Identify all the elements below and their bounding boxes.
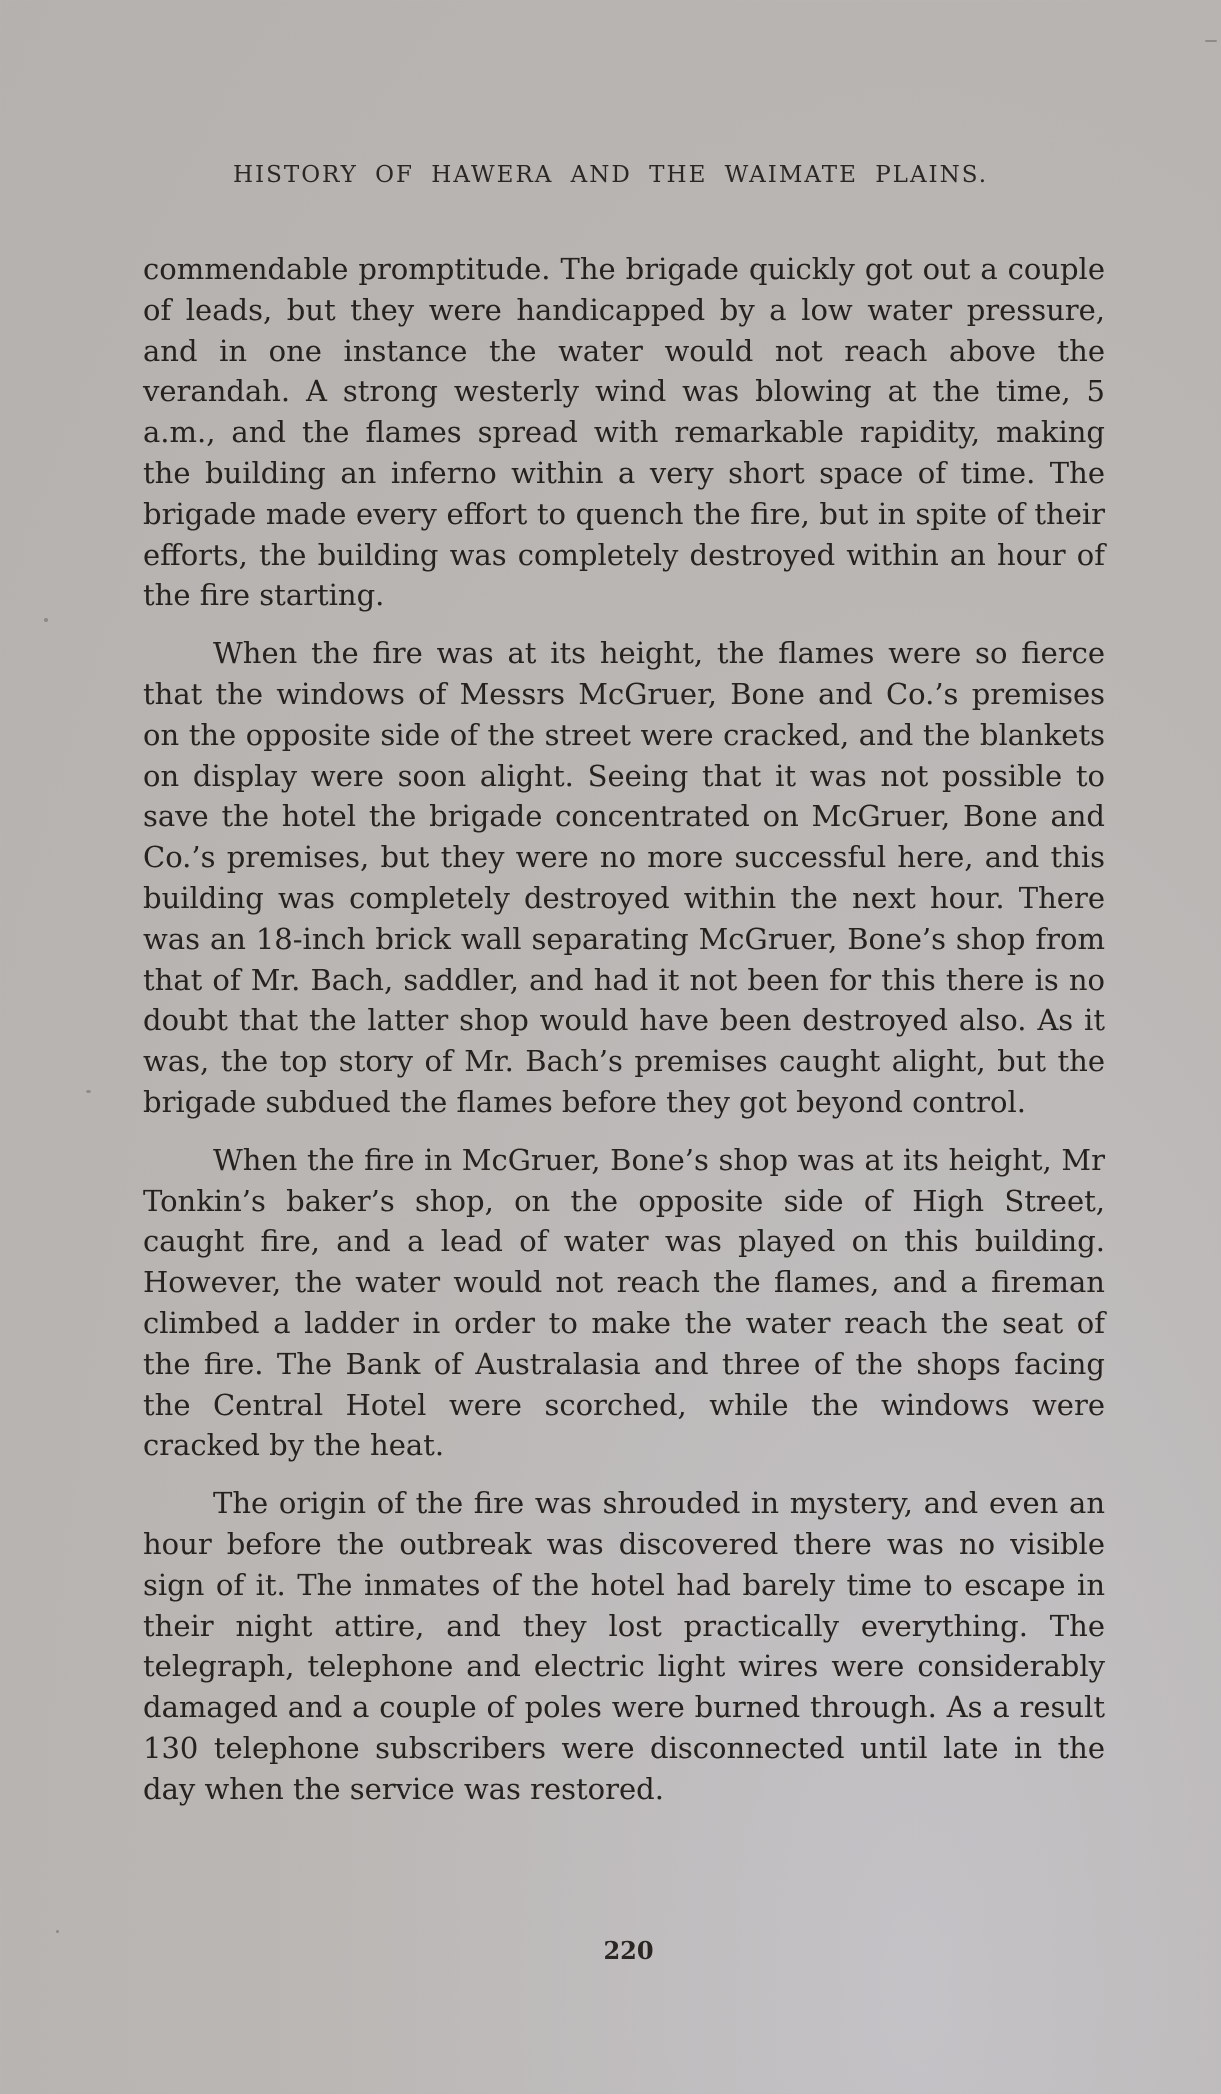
paragraph-1: commendable promptitude. The brigade quickly got out a couple of leads, but they were handicapped by a low water pressure, and in one instance the water would not reach above the verandah. A strong westerly wind was blowing at the time, 5 a.m., and the flames spread with remarkable rapidity, making the building an inferno within a very short space of time. The brigade made every effort to quench the fire, but in spite of their efforts, the building was completely destroyed within an hour of the fire starting.	[143, 252, 1105, 613]
paper-speck	[56, 1930, 59, 1933]
paper-speck	[1205, 40, 1217, 42]
paragraph-3: When the fire in McGruer, Bone’s shop was at its height, Mr Tonkin’s baker’s shop, on the opposite side of High Street, caught fire, and a lead of water was played on this building. However, the water would not reach the flames, and a fireman climbed a ladder in order to make the water reach the seat of the fire. The Bank of Australasia and three of the shops facing the Central Hotel were scorched, while the windows were cracked by the heat.	[143, 1142, 1105, 1463]
paper-speck	[44, 618, 48, 622]
running-head: HISTORY OF HAWERA AND THE WAIMATE PLAINS.	[232, 162, 989, 188]
page-number: 220	[603, 1936, 654, 1965]
paragraph-4: The origin of the fire was shrouded in mystery, and even an hour before the outbreak was discovered there was no visible sign of it. The inmates of the hotel had barely time to escape in their night attire, and they lost practically everything. The telegraph, telephone and electric light wires were considerably damaged and a couple of poles were burned through. As a result 130 telephone subscribers were disconnected until late in the day when the service was restored.	[143, 1486, 1105, 1806]
body-text	[143, 249, 1105, 1826]
paper-speck	[86, 1090, 91, 1093]
paragraph-2: When the fire was at its height, the flames were so fierce that the windows of Messrs McGruer, Bone and Co.’s premises on the opposite side of the street were cracked, and the blankets on display were soon alight. Seeing that it was not possible to save the hotel the brigade concentrated on McGruer, Bone and Co.’s premises, but they were no more successful here, and this building was completely destroyed within the next hour. There was an 18-inch brick wall separating McGruer, Bone’s shop from that of Mr. Bach, saddler, and had it not been for this there is no doubt that the latter shop would have been destroyed also. As it was, the top story of Mr. Bach’s premises caught alight, but the brigade subdued the flames before they got beyond control.	[143, 636, 1105, 1119]
